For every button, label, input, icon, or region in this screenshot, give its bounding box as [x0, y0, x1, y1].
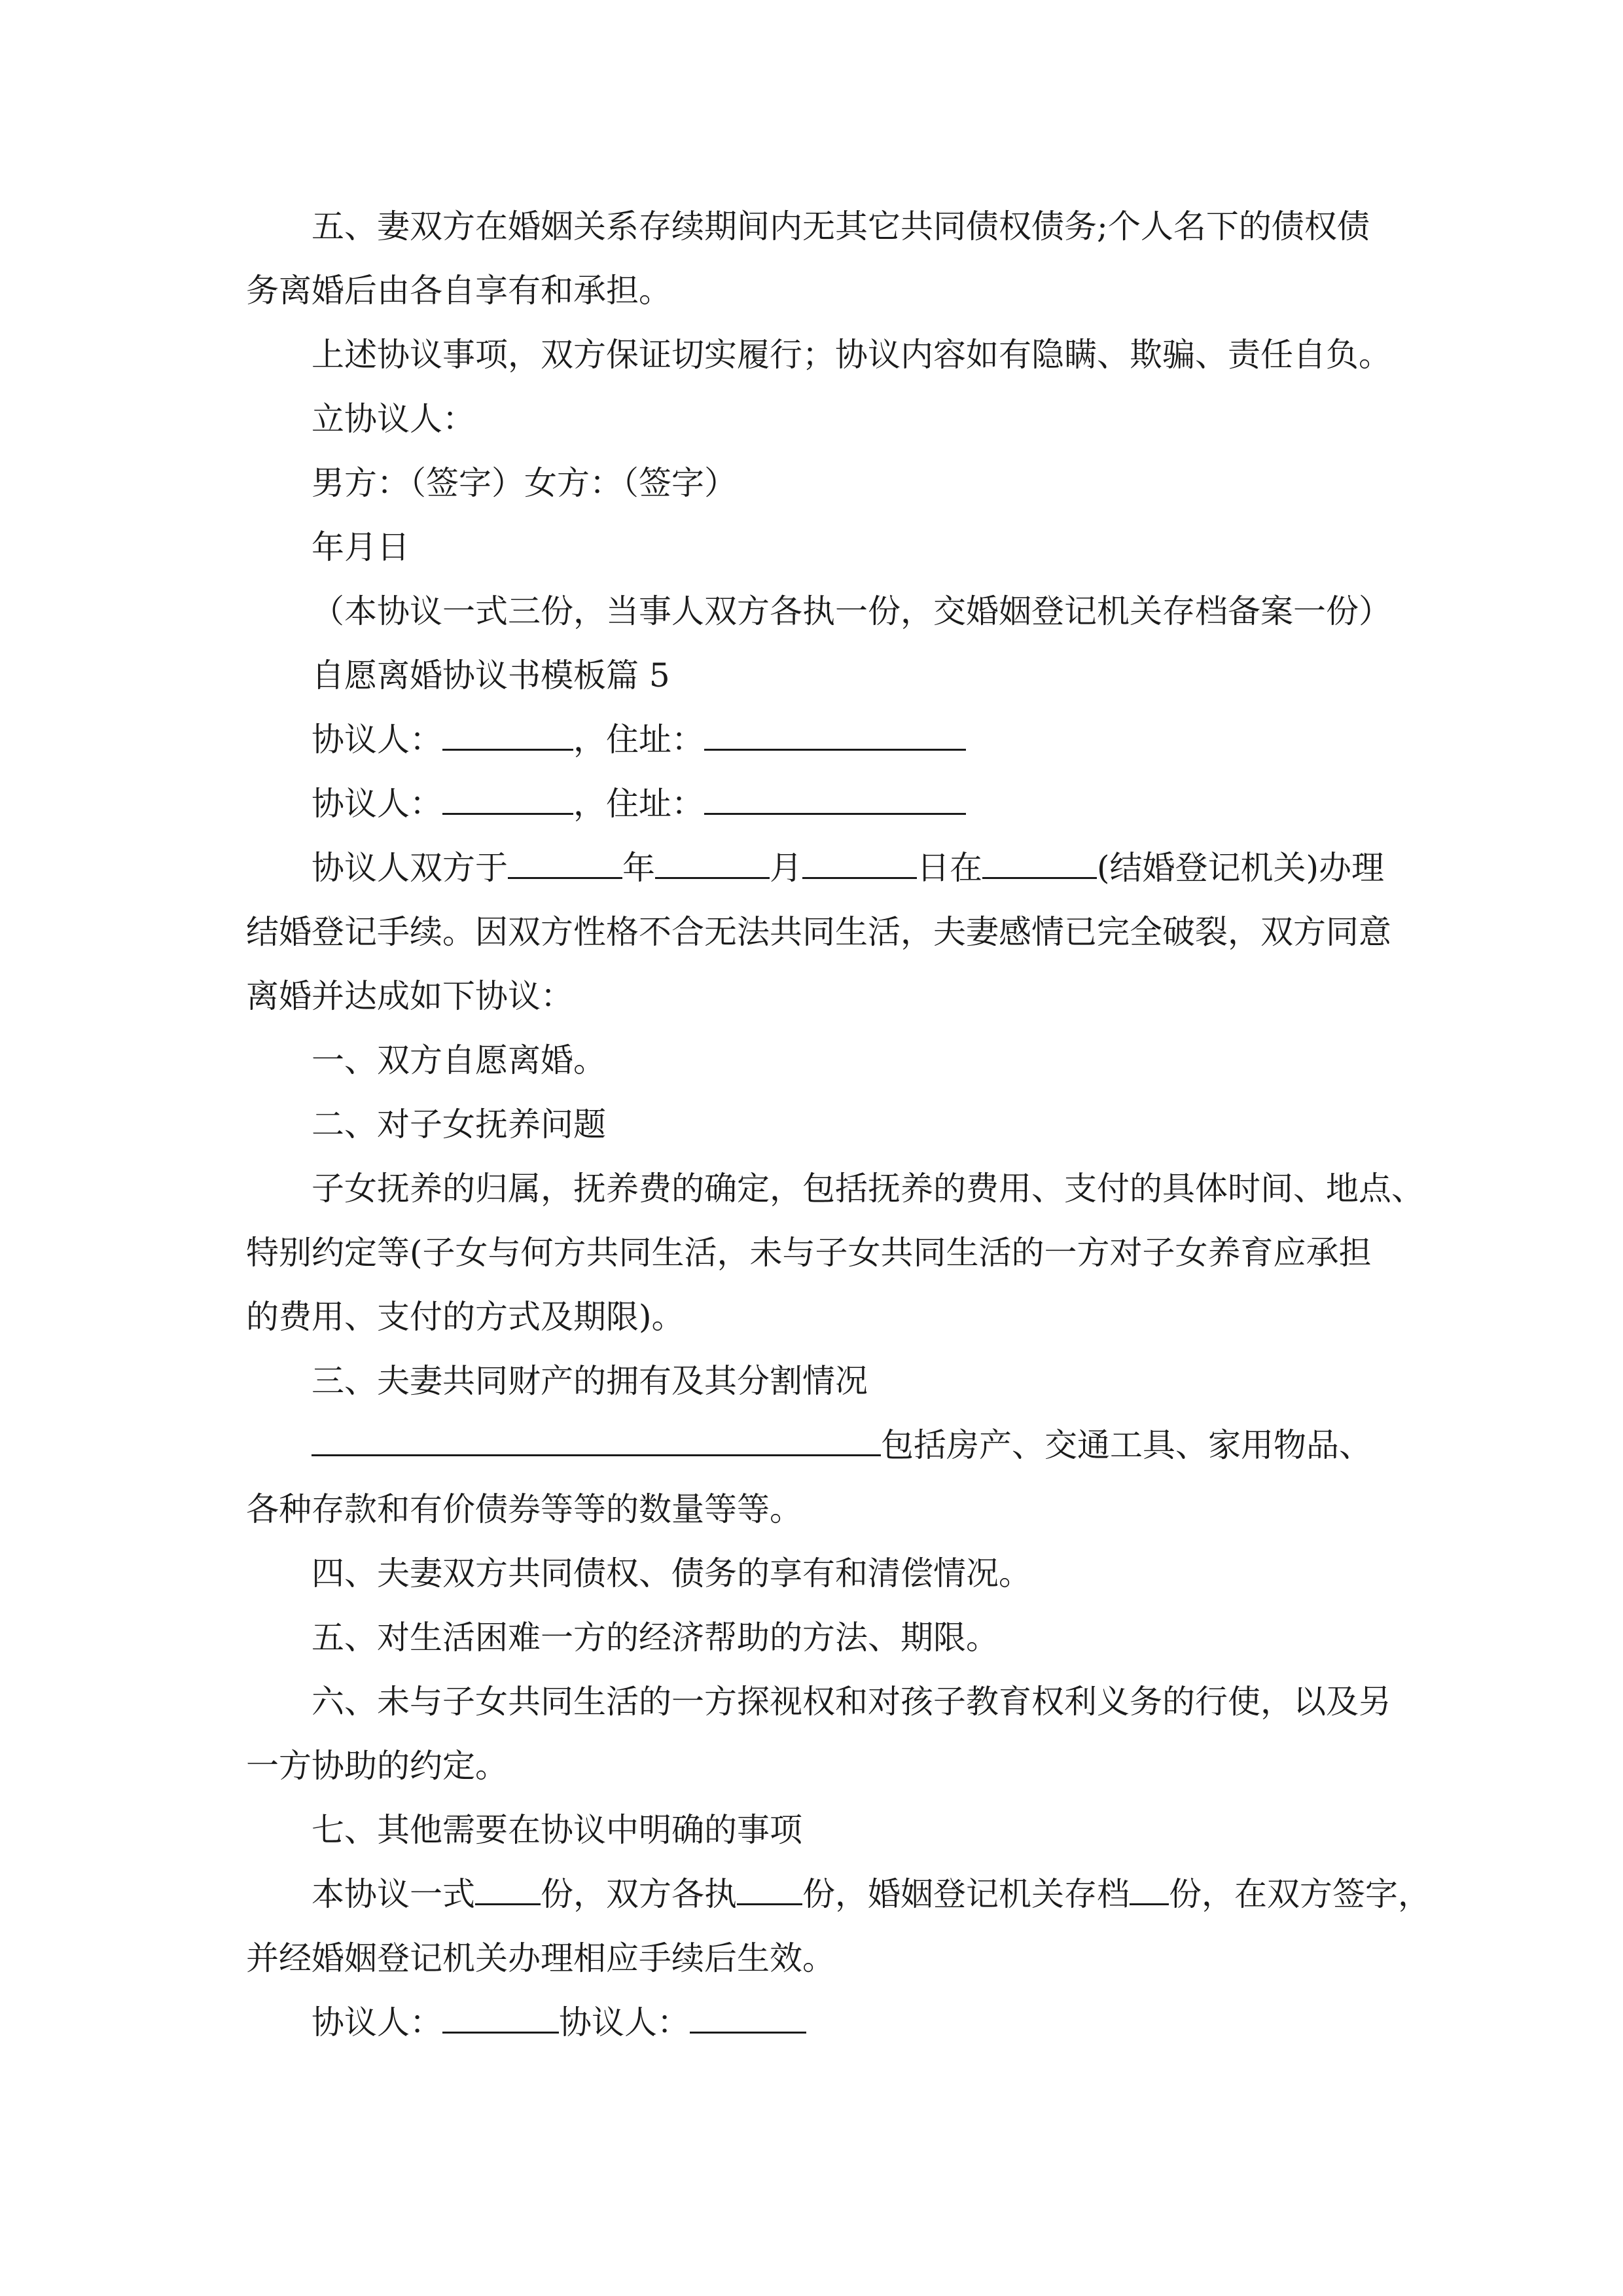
text-line: 结婚登记手续。因双方性格不合无法共同生活，夫妻感情已完全破裂，双方同意: [246, 913, 1391, 951]
blank-field: [802, 848, 917, 879]
text-line: 上述协议事项，双方保证切实履行；协议内容如有隐瞒、欺骗、责任自负。: [312, 336, 1391, 374]
text-line: 的费用、支付的方式及期限)。: [246, 1298, 685, 1336]
text-line: 包括房产、交通工具、家用物品、: [312, 1426, 1470, 1465]
text-line: 六、未与子女共同生活的一方探视权和对孩子教育权利义务的行使，以及另: [312, 1683, 1391, 1721]
text-line: 五、对生活困难一方的经济帮助的方法、期限。: [312, 1619, 999, 1657]
text-line: 立协议人：: [312, 400, 475, 438]
text-line: 协议人双方于 年 月 日在 (结婚登记机关)办理: [312, 849, 1385, 887]
blank-field: [442, 2003, 559, 2034]
text-line: 三、夫妻共同财产的拥有及其分割情况: [312, 1362, 868, 1400]
text-line: （本协议一式三份，当事人双方各执一份，交婚姻登记机关存档备案一份）: [312, 592, 1391, 630]
text-line: 子女抚养的归属，抚养费的确定，包括抚养的费用、支付的具体时间、地点、: [312, 1170, 1424, 1208]
section-heading: 自愿离婚协议书模板篇 5: [312, 656, 670, 694]
text-line: 务离婚后由各自享有和承担。: [246, 272, 671, 310]
party-line: 协议人： ，住址：: [312, 784, 1470, 823]
blank-field: [704, 784, 966, 815]
blank-field: [704, 720, 966, 751]
text-line: 一方协助的约定。: [246, 1747, 508, 1785]
text-line: 男方：（签字）女方：（签字）: [312, 464, 737, 502]
text-line: 各种存款和有价债券等等的数量等等。: [246, 1490, 802, 1528]
text-line: 并经婚姻登记机关办理相应手续后生效。: [246, 1939, 835, 1977]
party-line: 协议人： ，住址：: [312, 720, 1470, 759]
blank-field: [690, 2003, 806, 2034]
text-line: 本协议一式 份，双方各执 份，婚姻登记机关存档 份，在双方签字，: [312, 1875, 1431, 1913]
blank-field: [982, 848, 1097, 879]
blank-field: [442, 720, 573, 751]
signature-line: 协议人： 协议人：: [312, 2003, 1470, 2042]
blank-field: [1130, 1874, 1169, 1905]
text-line: 特别约定等(子女与何方共同生活，未与子女共同生活的一方对子女养育应承担: [246, 1234, 1372, 1272]
blank-field: [312, 1426, 881, 1456]
blank-field: [655, 848, 770, 879]
blank-field: [475, 1874, 541, 1905]
blank-field: [442, 784, 573, 815]
text-line: 四、夫妻双方共同债权、债务的享有和清偿情况。: [312, 1554, 1031, 1592]
text-line: 七、其他需要在协议中明确的事项: [312, 1811, 802, 1849]
blank-field: [737, 1874, 802, 1905]
text-line: 离婚并达成如下协议：: [246, 977, 573, 1015]
text-line: 二、对子女抚养问题: [312, 1105, 606, 1143]
text-line: 一、双方自愿离婚。: [312, 1041, 606, 1079]
text-line: 年月日: [312, 528, 410, 566]
text-line: 五、妻双方在婚姻关系存续期间内无其它共同债权债务;个人名下的债权债: [312, 207, 1370, 245]
blank-field: [508, 848, 622, 879]
